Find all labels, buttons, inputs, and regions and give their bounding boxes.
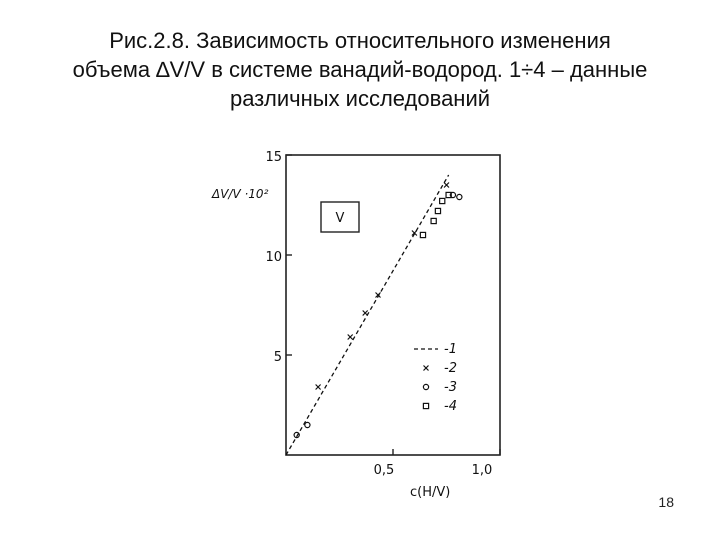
title-line-3: различных исследований [229, 86, 491, 111]
annotation-label: V [335, 211, 345, 226]
legend-label-1: -1 [444, 342, 457, 357]
legend-label-4: -4 [444, 399, 457, 414]
slide-title [20, 26, 700, 113]
square-marker [435, 208, 440, 213]
cross-marker [363, 311, 368, 316]
x-tick-label-0-5: 0,5 [373, 463, 395, 478]
page-number: 18 [658, 494, 674, 510]
plot-border [286, 155, 500, 455]
title-line-2: объема ∆V/V в системе ванадий-водород. 1÷4 – данные [72, 57, 648, 82]
x-tick-label-1-0: 1,0 [471, 463, 493, 478]
square-marker [431, 218, 436, 223]
legend [414, 342, 457, 414]
circle-marker [457, 194, 462, 199]
square-marker [423, 403, 428, 408]
data-series [286, 175, 462, 455]
y-tick-label-10: 10 [265, 250, 282, 265]
square-marker [440, 198, 445, 203]
square-marker [420, 232, 425, 237]
circle-marker [423, 384, 428, 389]
plot-frame [286, 155, 500, 455]
axis-ticks [286, 155, 500, 455]
cross-marker [444, 183, 449, 188]
series-4 [420, 192, 451, 237]
annotation-box [321, 202, 359, 232]
cross-marker [424, 366, 429, 371]
series-3 [294, 192, 462, 437]
y-tick-label-5: 5 [273, 350, 282, 365]
legend-label-3: -3 [444, 380, 457, 395]
cross-marker [316, 385, 321, 390]
circle-marker [305, 422, 310, 427]
legend-label-2: -2 [444, 361, 457, 376]
y-tick-label-15: 15 [265, 150, 282, 165]
y-axis-label: ΔV/V ·10² [212, 187, 269, 201]
volume-change-chart [200, 140, 520, 510]
title-line-1: Рис.2.8. Зависимость относительного изменения [109, 28, 611, 53]
x-axis-label: c(H/V) [410, 485, 451, 500]
cross-marker [348, 335, 353, 340]
